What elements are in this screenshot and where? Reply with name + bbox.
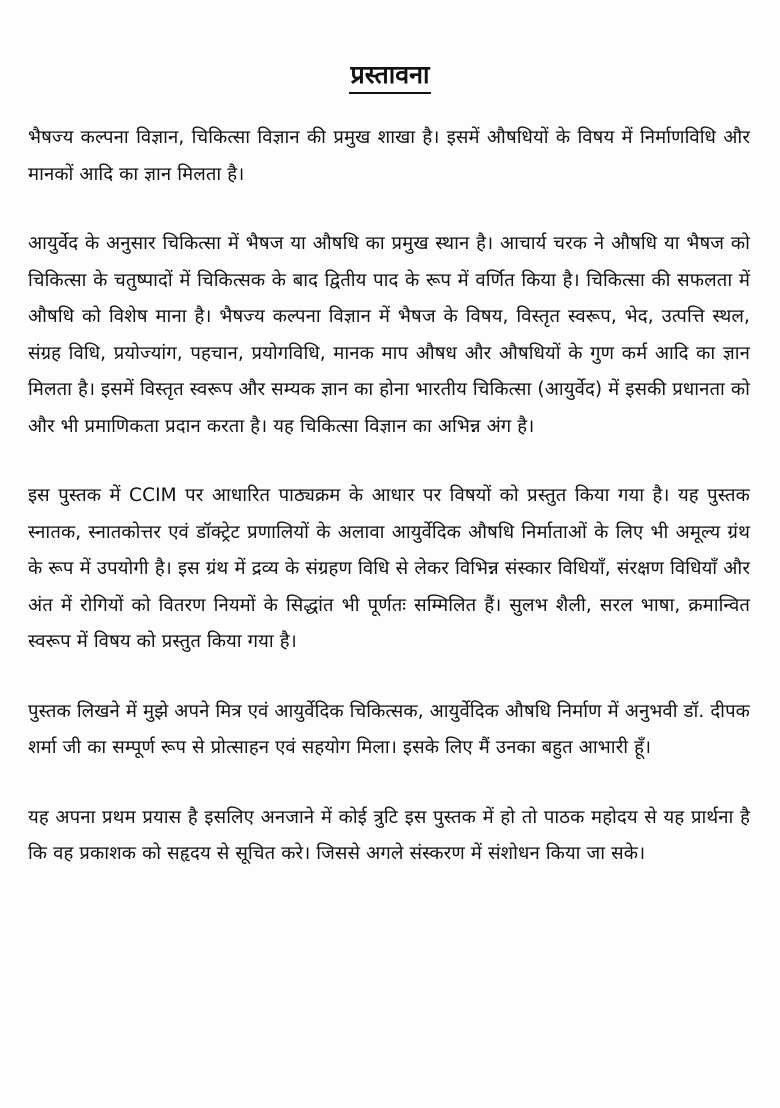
paragraph-ayurveda: आयुर्वेद के अनुसार चिकित्सा में भैषज या औषधि का प्रमुख स्थान है। आचार्य चरक ने औषधि या भैषज को चिकित्सा के चतुष्पादों में चिकित्सक के बाद द्वितीय पाद के रूप में वर्णित किया है। चिकित्सा की सफलता में औषधि को विशेष माना है। भैषज्य कल्पना विज्ञान में भैषज के विषय, विस्तृत स्वरूप, भेद, उत्पत्ति स्थल, संग्रह विधि, प्रयोज्यांग, पहचान, प्रयोगविधि, मानक माप औषध और औषधियों के गुण कर्म आदि का ज्ञान मिलता है। इसमें विस्तृत स्वरूप और सम्यक ज्ञान का होना भारतीय चिकित्सा (आयुर्वेद) में इसकी प्रधानता को और भी प्रमाणिकता प्रदान करता है। यह चिकित्सा विज्ञान का अभिन्न अंग है। bbox=[28, 233, 750, 437]
title-container bbox=[0, 58, 780, 94]
paragraph-intro: भैषज्य कल्पना विज्ञान, चिकित्सा विज्ञान की प्रमुख शाखा है। इसमें औषधियों के विषय में निर्माणविधि और मानकों आदि का ज्ञान मिलता है। bbox=[28, 127, 750, 185]
paragraph-acknowledgement: पुस्तक लिखने में मुझे अपने मित्र एवं आयुर्वेदिक चिकित्सक, आयुर्वेदिक औषधि निर्माण में अनुभवी डॉ. दीपक शर्मा जी का सम्पूर्ण रूप से प्रोत्साहन एवं सहयोग मिला। इसके लिए मैं उनका बहुत आभारी हूँ। bbox=[28, 700, 750, 758]
paragraph-book-purpose: इस पुस्तक में CCIM पर आधारित पाठ्यक्रम के आधार पर विषयों को प्रस्तुत किया गया है। यह पुस्तक स्नातक, स्नातकोत्तर एवं डॉक्ट्रेट प्रणालियों के अलावा आयुर्वेदिक औषधि निर्माताओं के लिए भी अमूल्य ग्रंथ के रूप में उपयोगी है। इस ग्रंथ में द्रव्य के संग्रहण विधि से लेकर विभिन्न संस्कार विधियाँ, संरक्षण विधियाँ और अंत में रोगियों को वितरण नियमों के सिद्धांत भी पूर्णतः सम्मिलित हैं। सुलभ शैली, सरल भाषा, क्रमान्वित स्वरूप में विषय को प्रस्तुत किया गया है। bbox=[28, 485, 750, 652]
page-title: प्रस्तावना bbox=[349, 58, 432, 94]
body-text bbox=[28, 120, 750, 906]
paragraph-request: यह अपना प्रथम प्रयास है इसलिए अनजाने में कोई त्रुटि इस पुस्तक में हो तो पाठक महोदय से यह प्रार्थना है कि वह प्रकाशक को सहृदय से सूचित करे। जिससे अगले संस्करण में संशोधन किया जा सके। bbox=[28, 806, 750, 864]
